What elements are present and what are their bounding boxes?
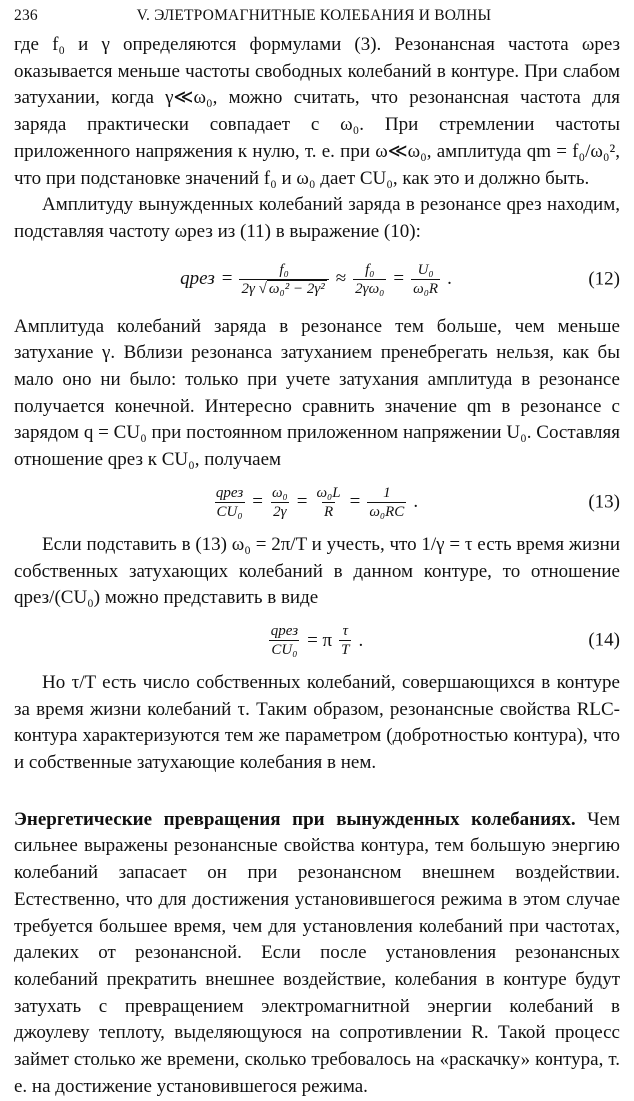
paragraph-3: Амплитуда колебаний заряда в резонансе тем больше, чем меньше затухание γ. Вблизи резонанса затуханием пренебрегать нельзя, как бы мало оно ни было: только при учете затухания амплитуда в резонансе получается конечной. Интересно сравнить значение qm в резонансе с зарядом q = CU₀ при постоянном приложенном напряжении U₀. Составляя отношение qрез к CU₀, получаем xyxy=(14,315,620,471)
eq13-fraction-1: $\frac{\text{qрез}}{\text{CU₀}}$ xyxy=(215,485,244,521)
eq12-fraction-2: $\frac{\text{f₀}}{\text{2γω₀}}$ xyxy=(355,262,385,298)
eq14-fraction-2: $\frac{\tau}{T}$ xyxy=(341,623,350,659)
eq12-lhs: qрез xyxy=(180,268,215,290)
paragraph-6 xyxy=(14,807,620,1101)
equation-number-14: (14) xyxy=(588,629,620,651)
equation-14: $\frac{\text{qрез}}{\text{CU₀}}$ = π $\frac{\tau}{T}$ . (14) xyxy=(270,623,620,659)
eq13-fraction-3: $\frac{\text{ω₀L}}{R}$ xyxy=(316,485,341,521)
equation-number-12: (12) xyxy=(588,268,620,290)
page-number: 236 xyxy=(14,7,38,24)
eq14-fraction-1: $\frac{\text{qрез}}{\text{CU₀}}$ xyxy=(270,623,299,659)
paragraph-1: где f₀ и γ определяются формулами (3). Резонансная частота ωрез оказывается меньше частоты свободных колебаний в контуре. При слабом затухании, когда γ≪ω₀, можно считать, что резонансная частота для заряда практически совпадает с ω₀. При стремлении частоты приложенного напряжения к нулю, т. е. при ω≪ω₀, амплитуда qm = f₀/ω₀², что при подстановке значений f₀ и ω₀ дает CU₀, как это и должно быть. xyxy=(14,34,620,189)
running-title: V. ЭЛЕТРОМАГНИТНЫЕ КОЛЕБАНИЯ И ВОЛНЫ xyxy=(136,7,492,24)
paragraph-6-text: Чем сильнее выражены резонансные свойства контура, тем большую энергию колебаний запасает он при резонансном внешнем воздействии. Естественно, что для достижения установившегося режима в этом случае требуется большее время, чем для установления колебаний при частотах, далеких от резонансной. Если после установления резонансных колебаний прекратить внешнее воздействие, колебания в контуре будут затухать с превращением электромагнитной энергии колебаний в джоулеву теплоту, выделяющуюся на сопротивлении R. Такой процесс займет столько же времени, сколько требовалось на «раскачку» контура, т. е. на достижение установившегося режима. xyxy=(14,808,620,1097)
eq13-fraction-2: $\frac{\text{ω₀}}{2\gamma}$ xyxy=(271,485,288,521)
eq13-fraction-4: $\frac{1}{\text{ω₀RC}}$ xyxy=(369,485,405,521)
running-head xyxy=(14,6,620,32)
eq12-fraction-1: $\frac{\text{f₀}}{\text{2γ √ ω₀² − 2γ²}}$ xyxy=(239,261,328,298)
paragraph-5: Но τ/T есть число собственных колебаний, совершающихся в контуре за время жизни колебаний τ. Таким образом, резонансные свойства RLC-контура характеризуются тем же параметром (добротностью контура), что и собственные затухающие колебания в нем. xyxy=(14,671,620,774)
eq12-fraction-3: $\frac{\text{U₀}}{\text{ω₀R}}$ xyxy=(413,262,439,298)
equation-13: $\frac{\text{qрез}}{\text{CU₀}}$ = $\frac{\text{ω₀}}{2\gamma}$ = $\frac{\text{ω₀L}}{R}$ = $\frac{1}{\text{ω₀RC}}$ . (13) xyxy=(215,485,620,521)
paragraph-4: Если подставить в (13) ω₀ = 2π/T и учесть, что 1/γ = τ есть время жизни собственных затухающих колебаний в данном контуре, то отношение qрез/(CU₀) можно представить в виде xyxy=(14,533,620,609)
paragraph-2: Амплитуду вынужденных колебаний заряда в резонансе qрез находим, подставляя частоту ωрез из (11) в выражение (10): xyxy=(14,194,620,242)
section-heading: Энергетические превращения при вынужденных колебаниях. xyxy=(14,808,576,830)
equation-12: qрез = $\frac{\text{f₀}}{\text{2γ √ ω₀² − 2γ²}}$ ≈ $\frac{\text{f₀}}{\text{2γω₀}}$ = $\frac{\text{U₀}}{\text{ω₀R}}$ . (12) xyxy=(180,262,620,298)
equation-number-13: (13) xyxy=(588,491,620,513)
